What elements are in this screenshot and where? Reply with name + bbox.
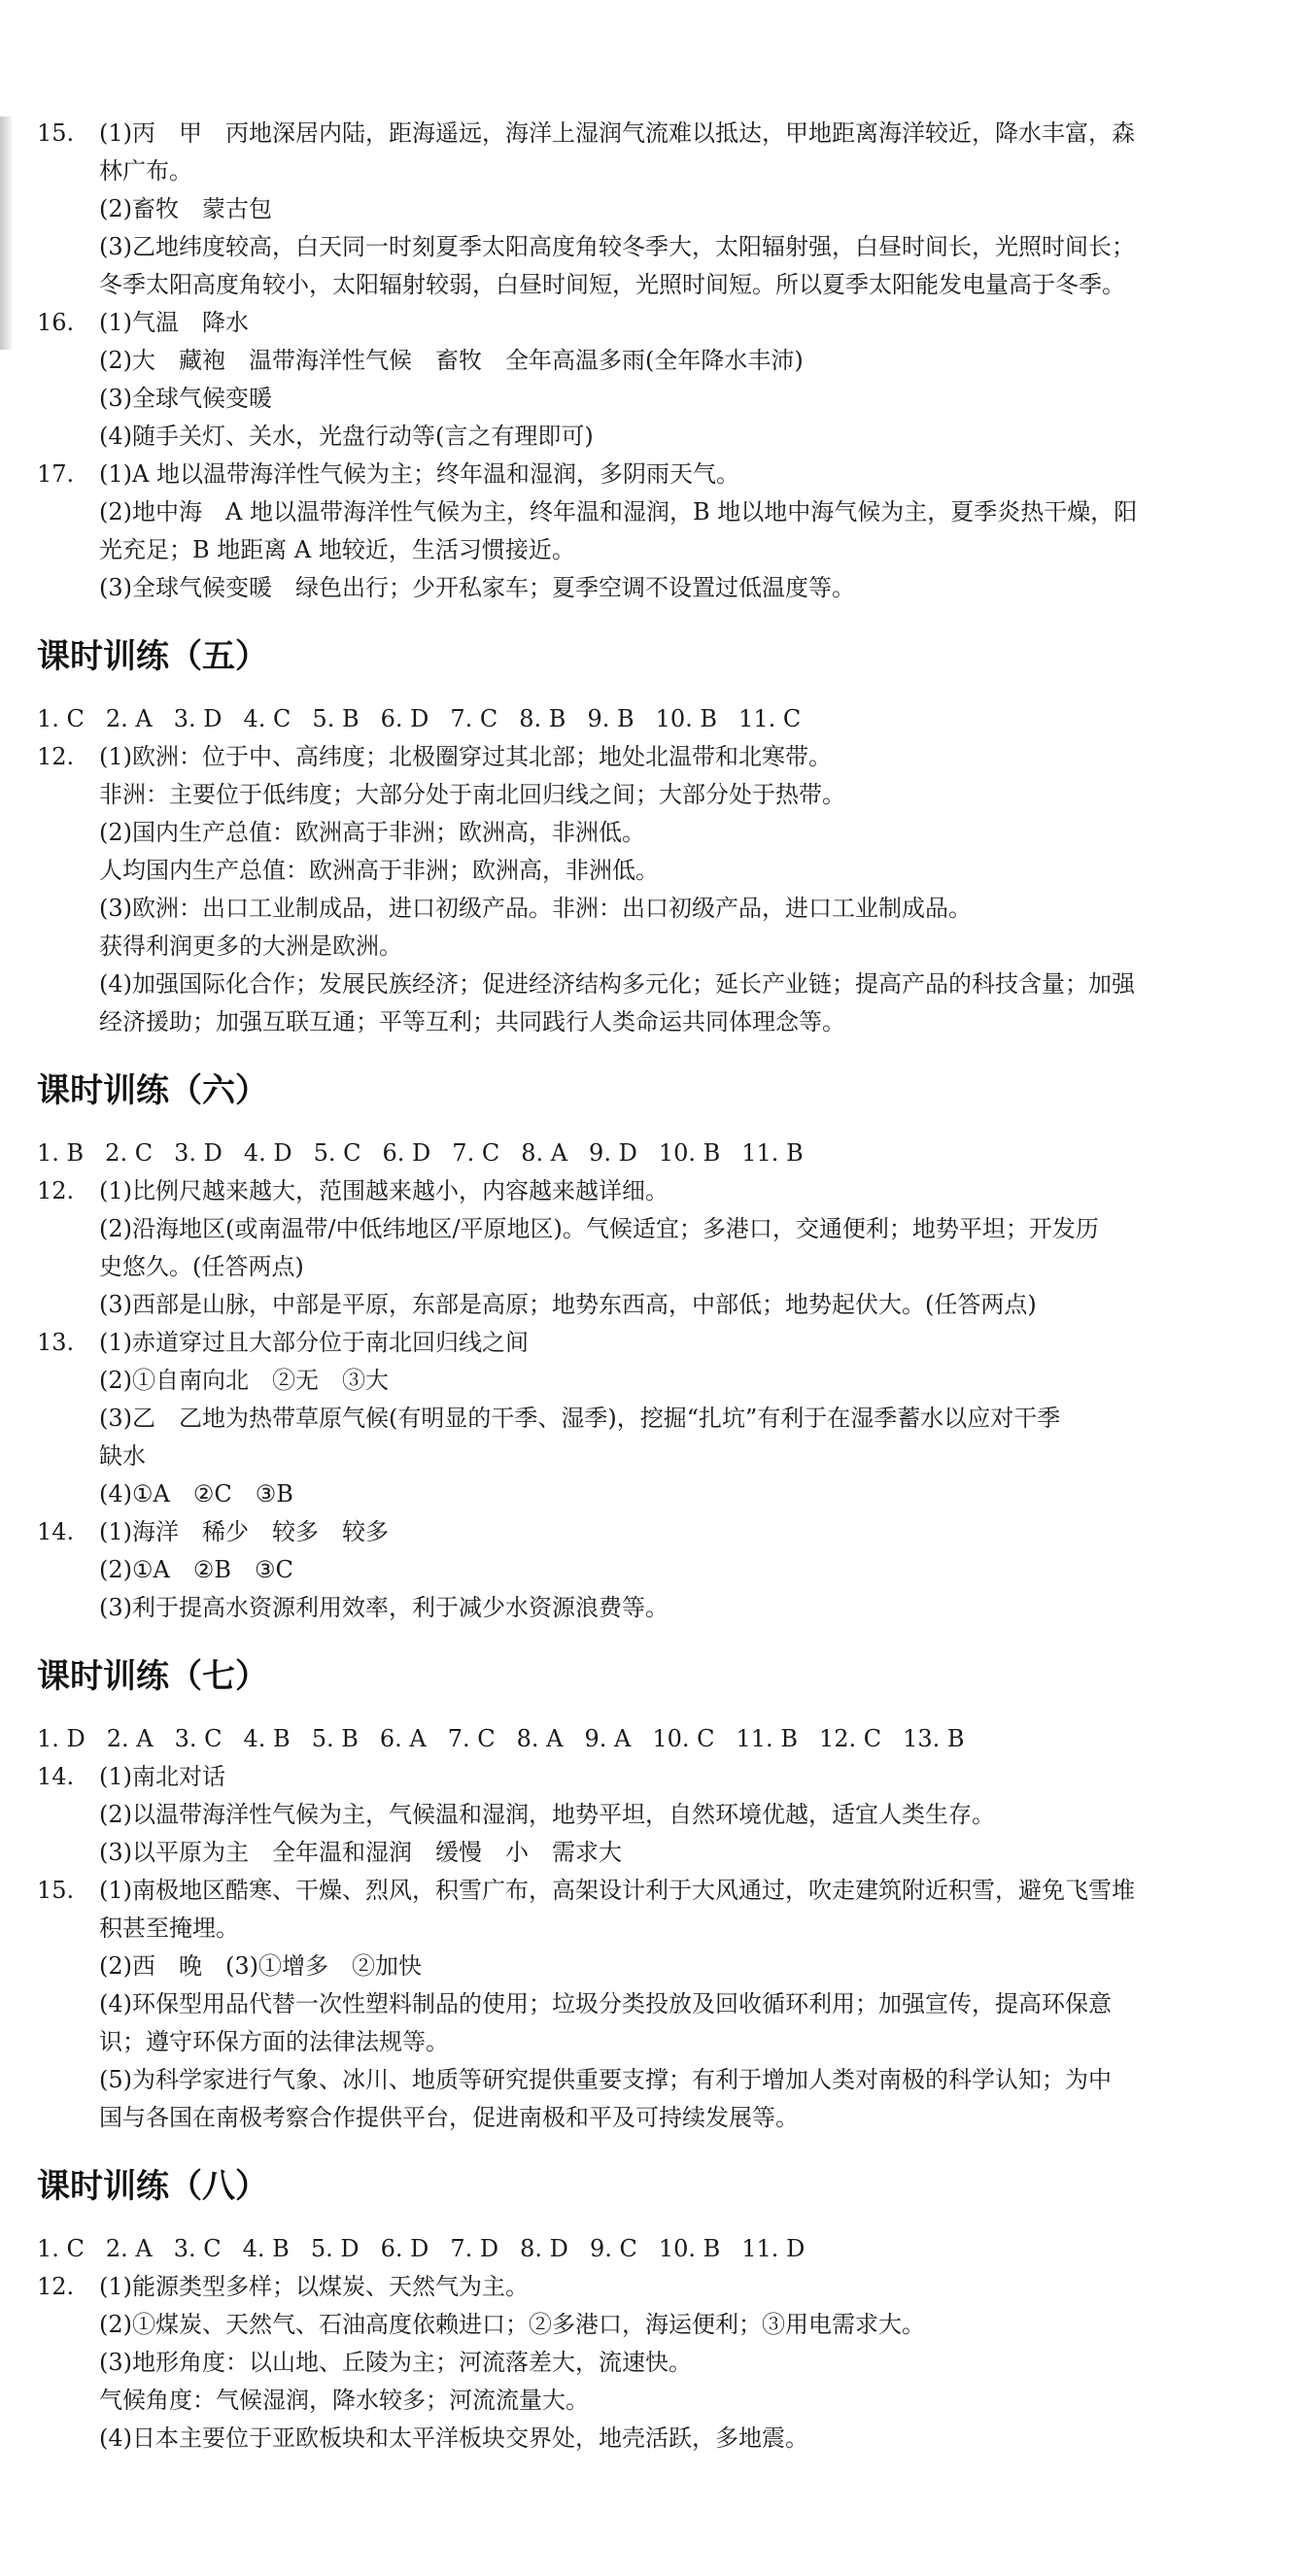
choice-answer: 7. C — [447, 1725, 496, 1752]
answer-line: (1)气温 降水 — [99, 309, 249, 336]
answer-line: (2)大 藏袍 温带海洋性气候 畜牧 全年高温多雨(全年降水丰沛) — [99, 347, 804, 374]
choice-answer: 4. B — [242, 2235, 290, 2262]
multiple-choice-answers — [37, 2230, 1271, 2268]
question-item — [37, 1513, 1271, 1627]
choice-answer: 9. A — [584, 1725, 632, 1752]
answer-line: 非洲：主要位于低纬度；大部分处于南北回归线之间；大部分处于热带。 — [99, 781, 845, 808]
answer-line: 经济援助；加强互联互通；平等互利；共同践行人类命运共同体理念等。 — [99, 1008, 845, 1035]
answer-line: (1)南北对话 — [99, 1763, 225, 1790]
choice-answer: 6. D — [380, 2235, 429, 2262]
section-title: 课时训练（六） — [37, 1071, 268, 1110]
answer-line: (1)A 地以温带海洋性气候为主；终年温和湿润，多阴雨天气。 — [99, 460, 739, 488]
answer-line: (4)①A ②C ③B — [99, 1480, 293, 1508]
section-title: 课时训练（八） — [37, 2167, 268, 2206]
choice-answer: 4. B — [243, 1725, 291, 1752]
answer-line: (3)地形角度：以山地、丘陵为主；河流落差大，流速快。 — [99, 2349, 692, 2376]
choice-answer: 13. B — [903, 1725, 965, 1752]
choice-answer: 4. D — [243, 1139, 292, 1167]
choice-answer: 10. B — [655, 705, 718, 732]
answer-line: 气候角度：气候湿润，降水较多；河流流量大。 — [99, 2387, 589, 2414]
choice-answer: 1. B — [37, 1139, 85, 1167]
answer-line: (2)沿海地区(或南温带/中低纬地区/平原地区)。气候适宜；多港口，交通便利；地势平坦；开发历 — [99, 1215, 1099, 1242]
answer-line: (3)利于提高水资源利用效率，利于减少水资源浪费等。 — [99, 1594, 669, 1621]
answer-line: (1)能源类型多样；以煤炭、天然气为主。 — [99, 2273, 529, 2300]
question-number: 17. — [37, 460, 75, 488]
answer-line: (3)欧洲：出口工业制成品，进口初级产品。非洲：出口初级产品，进口工业制成品。 — [99, 895, 972, 922]
choice-answer: 8. D — [520, 2235, 568, 2262]
answer-line: (1)比例尺越来越大，范围越来越小，内容越来越详细。 — [99, 1177, 669, 1204]
answer-line: (1)南极地区酷寒、干燥、烈风，积雪广布，高架设计利于大风通过，吹走建筑附近积雪，避免飞雪堆 — [99, 1877, 1135, 1904]
answer-line: (2)①A ②B ③C — [99, 1556, 293, 1583]
choice-answer: 2. C — [105, 1139, 154, 1167]
question-item — [37, 738, 1271, 1041]
answer-line: 获得利润更多的大洲是欧洲。 — [99, 932, 402, 960]
answer-line: (3)乙地纬度较高，白天同一时刻夏季太阳高度角较冬季大，太阳辐射强，白昼时间长，光照时间长； — [99, 233, 1135, 260]
choice-answer: 11. C — [738, 705, 802, 732]
question-number: 12. — [37, 1177, 75, 1204]
answer-line: (3)以平原为主 全年温和湿润 缓慢 小 需求大 — [99, 1839, 622, 1866]
question-number: 13. — [37, 1329, 75, 1356]
multiple-choice-answers — [37, 700, 1271, 738]
multiple-choice-answers — [37, 1135, 1271, 1172]
choice-answer: 1. D — [37, 1725, 86, 1752]
answer-line: (3)西部是山脉，中部是平原，东部是高原；地势东西高，中部低；地势起伏大。(任答两点) — [99, 1291, 1037, 1318]
answer-line: (1)赤道穿过且大部分位于南北回归线之间 — [99, 1329, 529, 1356]
answer-line: (4)环保型用品代替一次性塑料制品的使用；垃圾分类投放及回收循环利用；加强宣传，提高环保意 — [99, 1990, 1112, 2017]
answer-line: (4)随手关灯、关水，光盘行动等(言之有理即可) — [99, 423, 594, 450]
answer-line: 缺水 — [99, 1442, 146, 1470]
answer-line: 光充足；B 地距离 A 地较近，生活习惯接近。 — [99, 536, 575, 563]
section-title: 课时训练（五） — [37, 637, 268, 676]
answer-line: 史悠久。(任答两点) — [99, 1253, 304, 1280]
answer-content — [37, 115, 1271, 2457]
question-item — [37, 456, 1271, 607]
question-item — [37, 1758, 1271, 1872]
answer-line: (2)西 晚 (3)①增多 ②加快 — [99, 1952, 422, 1980]
answer-line: (2)①煤炭、天然气、石油高度依赖进口；②多港口，海运便利；③用电需求大。 — [99, 2311, 925, 2338]
question-item — [37, 115, 1271, 304]
answer-line: (2)以温带海洋性气候为主，气候温和湿润，地势平坦，自然环境优越，适宜人类生存。 — [99, 1801, 995, 1828]
answer-line: 国与各国在南极考察合作提供平台，促进南极和平及可持续发展等。 — [99, 2104, 799, 2131]
answer-line: (4)加强国际化合作；发展民族经济；促进经济结构多元化；延长产业链；提高产品的科技含量；加强 — [99, 970, 1135, 998]
answer-line: (4)日本主要位于亚欧板块和太平洋板块交界处，地壳活跃，多地震。 — [99, 2424, 808, 2452]
multiple-choice-answers — [37, 1720, 1271, 1758]
choice-answer: 1. C — [37, 2235, 85, 2262]
choice-answer: 2. A — [106, 1725, 154, 1752]
choice-answer: 8. A — [521, 1139, 568, 1167]
answer-line: (2)①自南向北 ②无 ③大 — [99, 1367, 389, 1394]
answer-line: (3)乙 乙地为热带草原气候(有明显的干季、湿季)，挖掘“扎坑”有利于在湿季蓄水以应对干季 — [99, 1405, 1061, 1432]
question-number: 12. — [37, 2273, 75, 2300]
question-item — [37, 1172, 1271, 1324]
question-item — [37, 1324, 1271, 1513]
choice-answer: 4. C — [243, 705, 291, 732]
answer-line: 林广布。 — [99, 157, 192, 185]
answer-line: (1)海洋 稀少 较多 较多 — [99, 1518, 389, 1545]
answer-line: (5)为科学家进行气象、冰川、地质等研究提供重要支撑；有利于增加人类对南极的科学认知；为中 — [99, 2066, 1112, 2093]
choice-answer: 11. D — [741, 2235, 806, 2262]
choice-answer: 5. B — [312, 705, 360, 732]
answer-line: (2)地中海 A 地以温带海洋性气候为主，终年温和湿润，B 地以地中海气候为主，夏季炎热干燥，阳 — [99, 498, 1138, 525]
choice-answer: 5. B — [311, 1725, 359, 1752]
choice-answer: 10. B — [658, 2235, 721, 2262]
answer-line: 积甚至掩埋。 — [99, 1915, 239, 1942]
question-number: 15. — [37, 119, 75, 147]
question-number: 14. — [37, 1518, 75, 1545]
choice-answer: 3. C — [173, 2235, 222, 2262]
answer-line: (2)畜牧 蒙古包 — [99, 195, 272, 222]
choice-answer: 11. B — [741, 1139, 804, 1167]
choice-answer: 5. C — [313, 1139, 361, 1167]
choice-answer: 7. C — [450, 705, 498, 732]
question-item — [37, 1872, 1271, 2137]
choice-answer: 6. D — [380, 705, 429, 732]
choice-answer: 7. D — [450, 2235, 499, 2262]
choice-answer: 9. B — [587, 705, 634, 732]
answer-line: (1)丙 甲 丙地深居内陆，距海遥远，海洋上湿润气流难以抵达，甲地距离海洋较近，降水丰富，森 — [99, 119, 1135, 147]
page-edge-shadow — [0, 117, 12, 350]
choice-answer: 5. D — [310, 2235, 360, 2262]
question-number: 12. — [37, 743, 75, 770]
question-number: 15. — [37, 1877, 75, 1904]
answer-line: 识；遵守环保方面的法律法规等。 — [99, 2028, 449, 2055]
choice-answer: 3. D — [173, 705, 223, 732]
choice-answer: 2. A — [105, 705, 153, 732]
choice-answer: 3. D — [174, 1139, 223, 1167]
question-item — [37, 304, 1271, 456]
answer-line: 人均国内生产总值：欧洲高于非洲；欧洲高，非洲低。 — [99, 857, 659, 884]
choice-answer: 11. B — [736, 1725, 798, 1752]
choice-answer: 9. D — [589, 1139, 637, 1167]
choice-answer: 7. C — [452, 1139, 500, 1167]
answer-line: (2)国内生产总值：欧洲高于非洲；欧洲高，非洲低。 — [99, 819, 645, 846]
choice-answer: 10. B — [658, 1139, 721, 1167]
choice-answer: 10. C — [652, 1725, 715, 1752]
question-number: 16. — [37, 309, 75, 336]
choice-answer: 2. A — [105, 2235, 153, 2262]
question-item — [37, 2268, 1271, 2457]
choice-answer: 8. A — [516, 1725, 564, 1752]
choice-answer: 8. B — [519, 705, 566, 732]
answer-line: (1)欧洲：位于中、高纬度；北极圈穿过其北部；地处北温带和北寒带。 — [99, 743, 832, 770]
choice-answer: 1. C — [37, 705, 85, 732]
choice-answer: 6. D — [382, 1139, 431, 1167]
answer-line: 冬季太阳高度角较小，太阳辐射较弱，白昼时间短，光照时间短。所以夏季太阳能发电量高于冬季。 — [99, 271, 1125, 298]
choice-answer: 9. C — [589, 2235, 637, 2262]
choice-answer: 6. A — [379, 1725, 427, 1752]
answer-line: (3)全球气候变暖 绿色出行；少开私家车；夏季空调不设置过低温度等。 — [99, 574, 855, 601]
choice-answer: 12. C — [818, 1725, 882, 1752]
section-title: 课时训练（七） — [37, 1657, 268, 1696]
question-number: 14. — [37, 1763, 75, 1790]
answer-line: (3)全球气候变暖 — [99, 385, 272, 412]
choice-answer: 3. C — [174, 1725, 223, 1752]
